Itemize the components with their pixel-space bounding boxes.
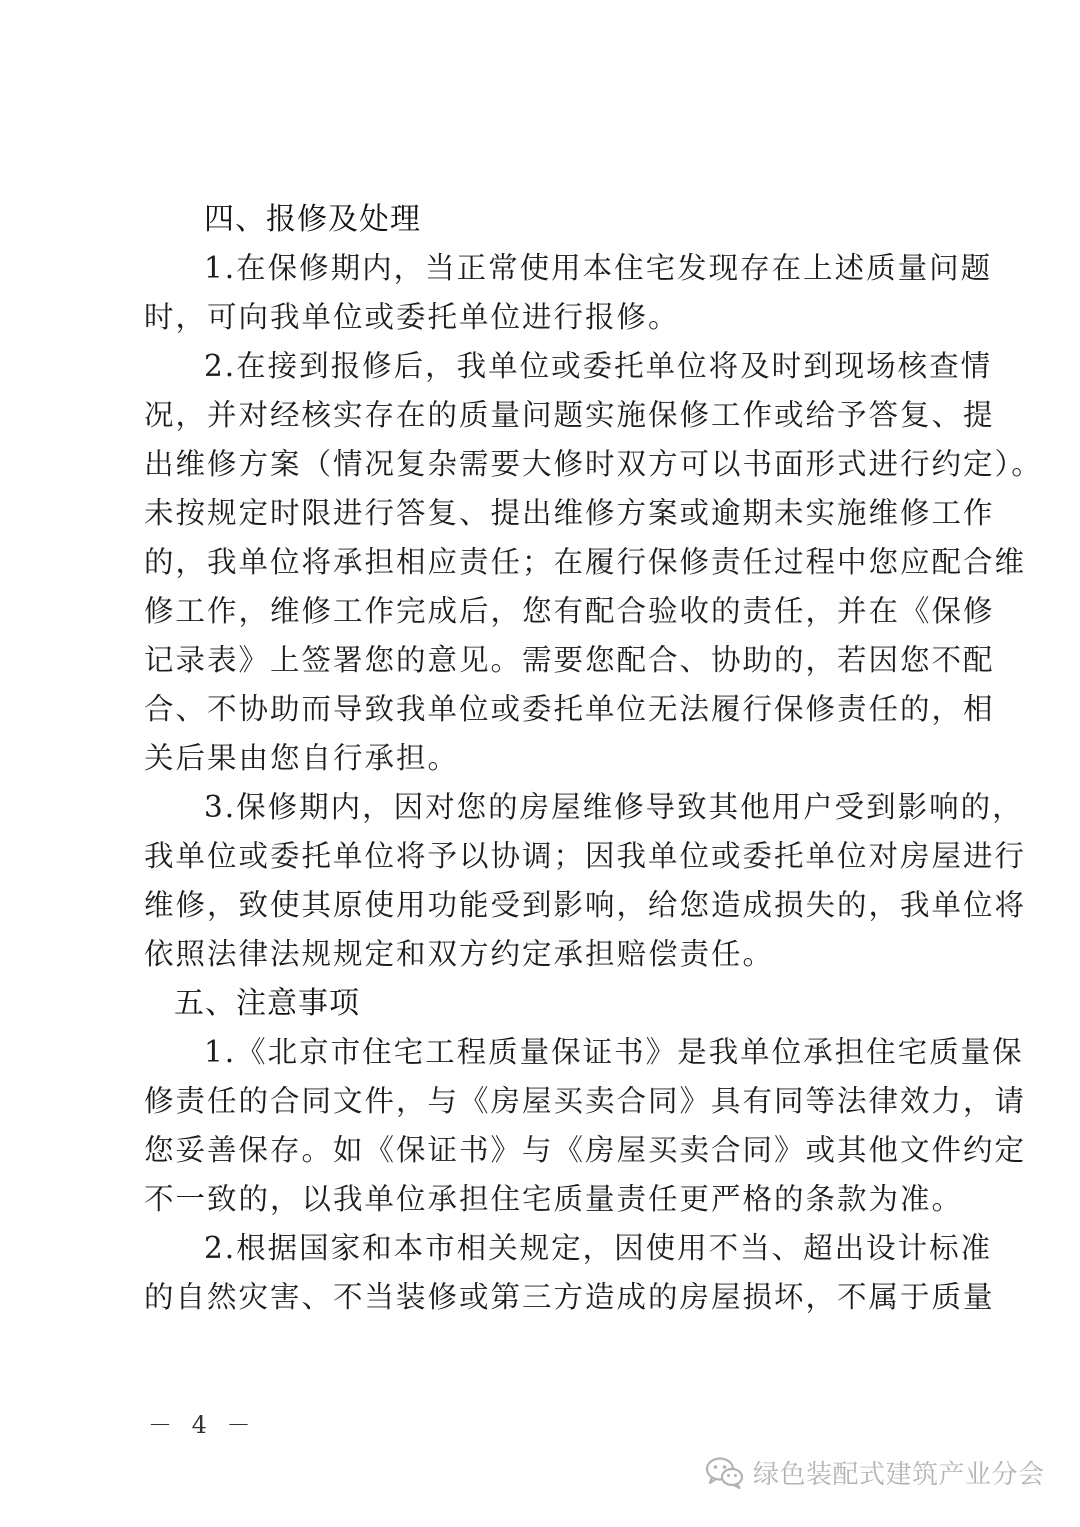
paragraph-line: 您妥善保存。如《保证书》与《房屋买卖合同》或其他文件约定 (144, 1133, 1027, 1167)
paragraph (144, 1224, 995, 1322)
watermark-text: 绿色装配式建筑产业分会 (753, 1460, 1045, 1490)
paragraph-line: 修工作，维修工作完成后，您有配合验收的责任，并在《保修 (144, 594, 995, 628)
paragraph (144, 783, 1027, 979)
paragraph-line: 时，可向我单位或委托单位进行报修。 (144, 300, 680, 334)
watermark (705, 1454, 1045, 1491)
paragraph (144, 1028, 1027, 1224)
paragraph (144, 244, 993, 342)
paragraph-line: 2.根据国家和本市相关规定，因使用不当、超出设计标准 (204, 1231, 993, 1265)
paragraph-line: 1.《北京市住宅工程质量保证书》是我单位承担住宅质量保 (204, 1035, 1024, 1069)
paragraph-line: 记录表》上签署您的意见。需要您配合、协助的，若因您不配 (144, 643, 995, 677)
paragraph (144, 342, 1043, 783)
paragraph-line: 我单位或委托单位将予以协调；因我单位或委托单位对房屋进行 (144, 839, 1027, 873)
paragraph-line: 况，并对经核实存在的质量问题实施保修工作或给予答复、提 (144, 398, 995, 432)
paragraph-line: 依照法律法规规定和双方约定承担赔偿责任。 (144, 937, 775, 971)
section-heading: 四、报修及处理 (204, 202, 421, 237)
paragraph-line: 的自然灾害、不当装修或第三方造成的房屋损坏，不属于质量 (144, 1280, 995, 1314)
paragraph-line: 出维修方案（情况复杂需要大修时双方可以书面形式进行约定）。 (144, 447, 1043, 481)
paragraph-line: 关后果由您自行承担。 (144, 741, 460, 775)
paragraph-line: 维修，致使其原使用功能受到影响，给您造成损失的，我单位将 (144, 888, 1027, 922)
paragraph-line: 1.在保修期内，当正常使用本住宅发现存在上述质量问题 (204, 251, 993, 285)
paragraph-line: 修责任的合同文件，与《房屋买卖合同》具有同等法律效力，请 (144, 1084, 1027, 1118)
paragraph-line: 未按规定时限进行答复、提出维修方案或逾期未实施维修工作 (144, 496, 995, 530)
paragraph-line: 3.保修期内，因对您的房屋维修导致其他用户受到影响的， (204, 790, 1024, 824)
wechat-icon (705, 1456, 745, 1490)
page-number: － 4 － (148, 1411, 257, 1439)
paragraph-line: 合、不协助而导致我单位或委托单位无法履行保修责任的，相 (144, 692, 995, 726)
section-heading: 五、注意事项 (174, 986, 360, 1021)
paragraph-line: 的，我单位将承担相应责任；在履行保修责任过程中您应配合维 (144, 545, 1027, 579)
document-body (144, 195, 1043, 1322)
paragraph-line: 不一致的，以我单位承担住宅质量责任更严格的条款为准。 (144, 1182, 964, 1216)
paragraph-line: 2.在接到报修后，我单位或委托单位将及时到现场核查情 (204, 349, 993, 383)
